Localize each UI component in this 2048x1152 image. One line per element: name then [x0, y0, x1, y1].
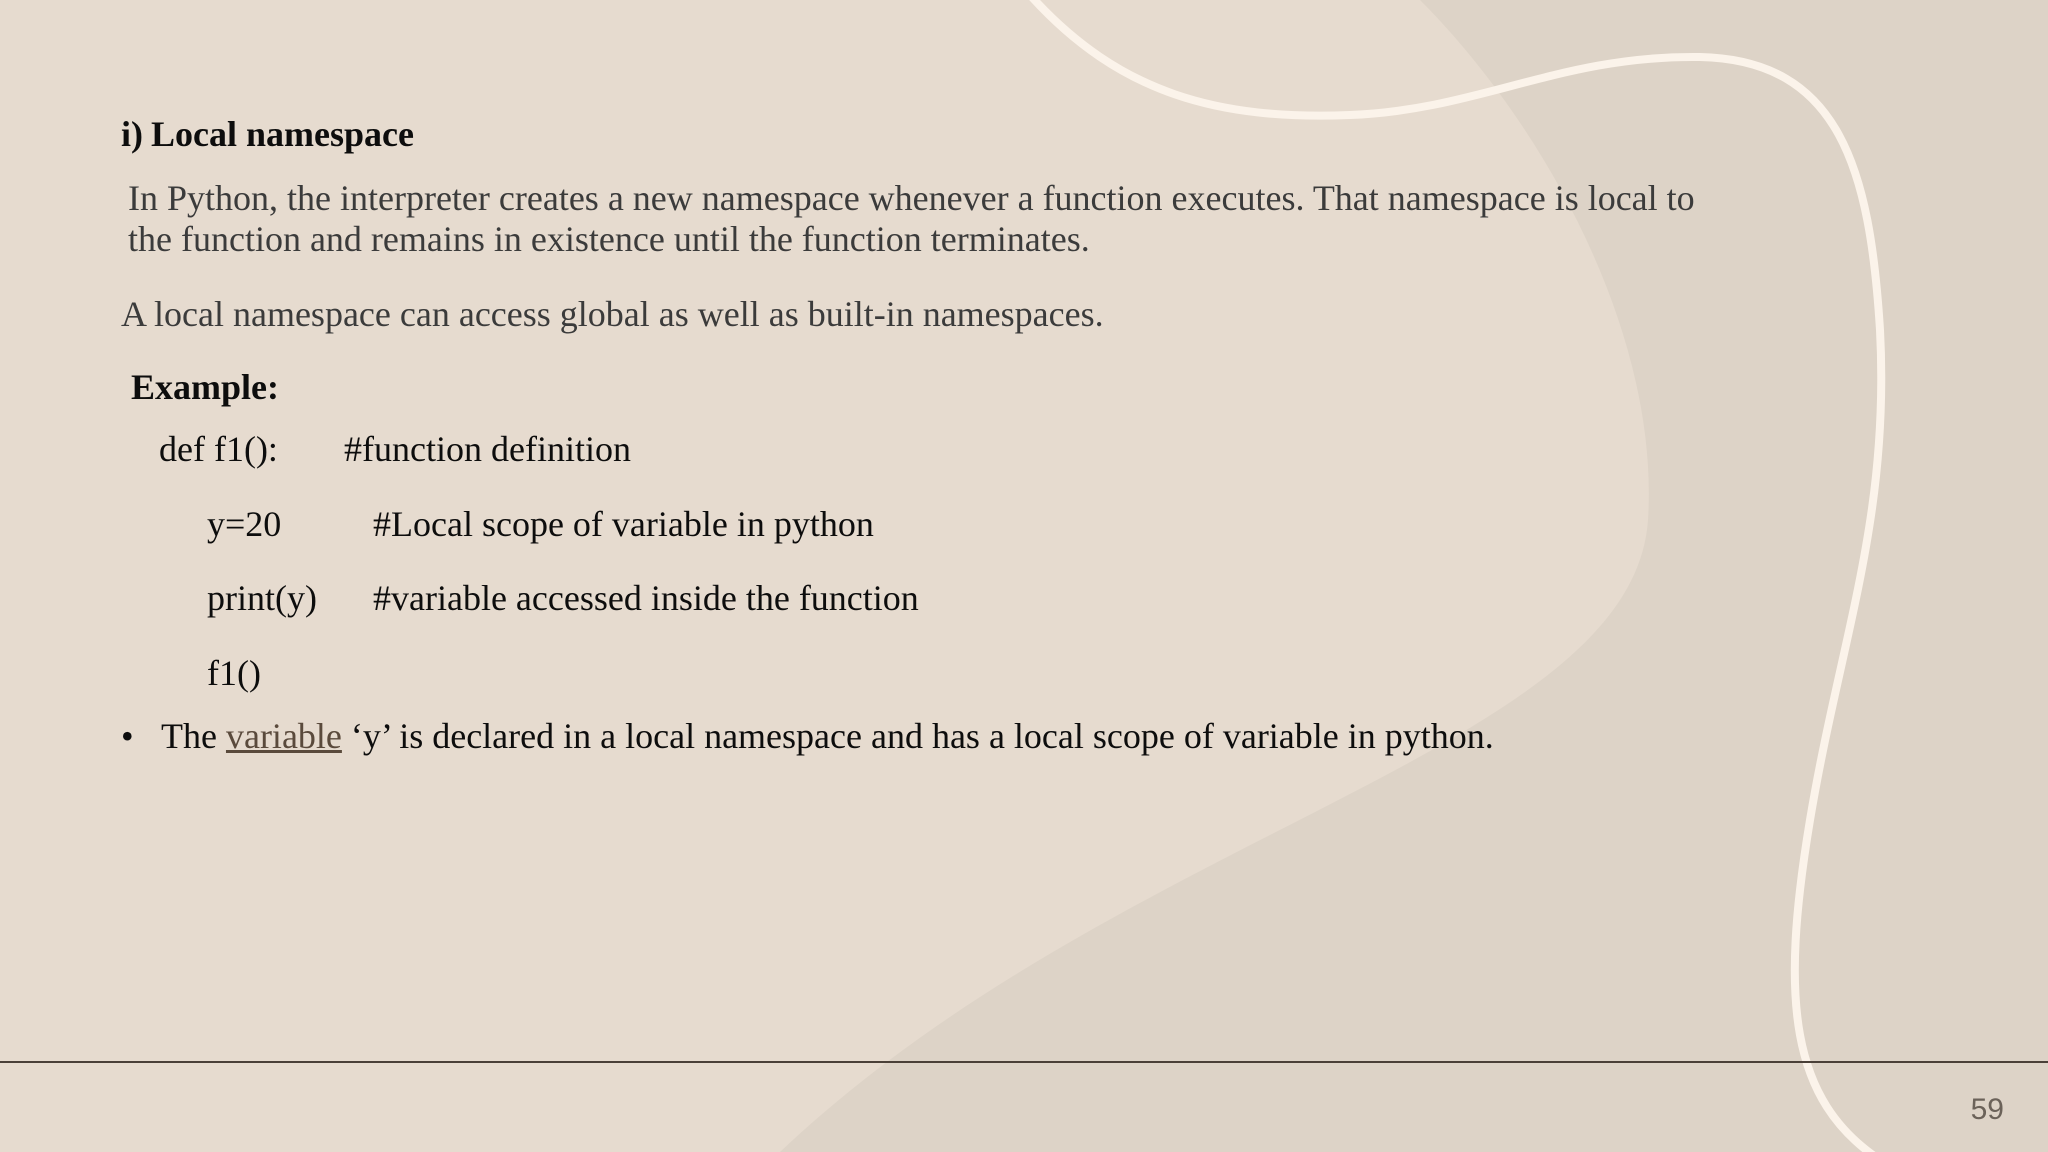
- heading-title: Local namespace: [151, 114, 414, 154]
- code-line-call: f1(): [207, 653, 261, 693]
- heading-number: i): [121, 114, 143, 154]
- bullet-marker: •: [121, 716, 134, 756]
- code-comment-def: #function definition: [344, 429, 631, 469]
- variable-link[interactable]: variable: [225, 716, 342, 756]
- bullet-suffix: ‘y’ is declared in a local namespace and has a local scope of variable in python.: [341, 716, 1494, 756]
- code-line-print: print(y): [207, 578, 317, 618]
- code-line-def: def f1():: [159, 429, 278, 469]
- bullet-item: [121, 715, 1494, 757]
- code-line-assign: y=20: [207, 504, 282, 544]
- section-heading: [121, 113, 414, 155]
- code-comment-assign: #Local scope of variable in python: [373, 504, 874, 544]
- intro-paragraph-line-2: the function and remains in existence until the function terminates.: [128, 219, 1090, 259]
- bullet-prefix: The: [161, 716, 226, 756]
- example-label: Example:: [131, 367, 279, 407]
- intro-paragraph-line-1: In Python, the interpreter creates a new namespace whenever a function executes. That namespace is local to: [128, 178, 1695, 218]
- code-comment-print: #variable accessed inside the function: [373, 578, 919, 618]
- access-paragraph: A local namespace can access global as well as built-in namespaces.: [121, 294, 1104, 334]
- intro-paragraph: [128, 178, 1695, 260]
- page-number: 59: [1970, 1093, 2004, 1126]
- footer-divider: [0, 1061, 2048, 1063]
